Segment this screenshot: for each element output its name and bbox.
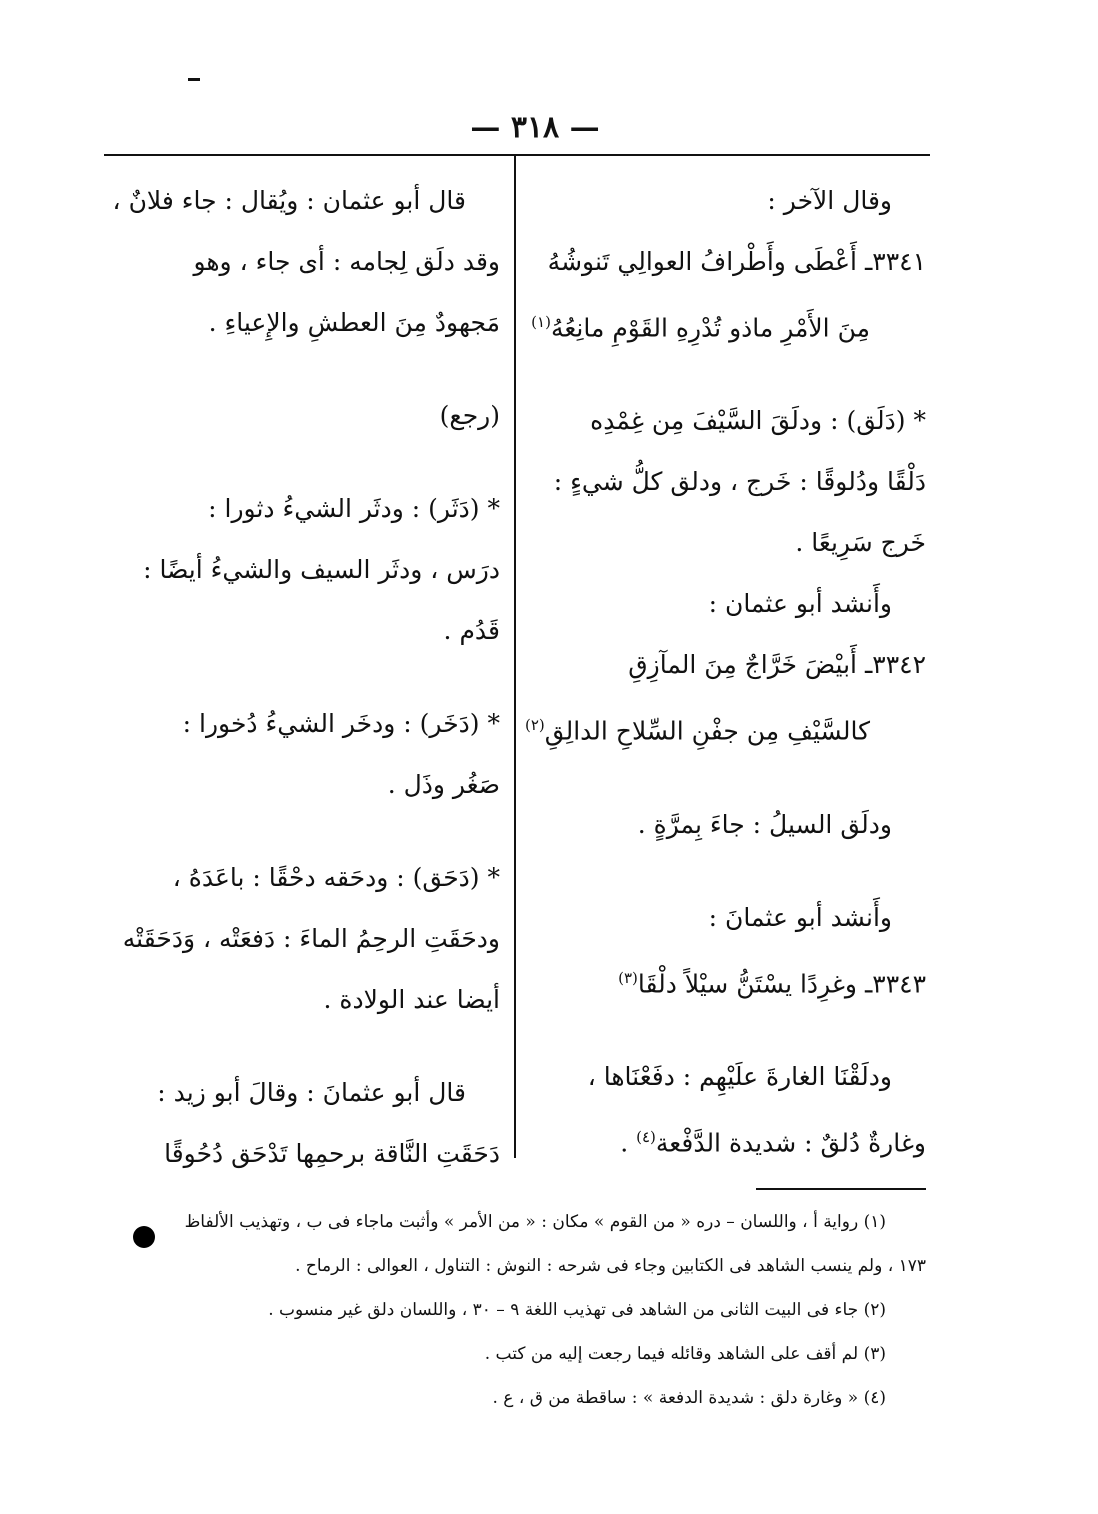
text-line	[100, 754, 500, 815]
text-line	[536, 887, 926, 948]
text-line	[536, 573, 926, 634]
text-line	[536, 1107, 926, 1173]
line-text: قال أبو عثمان : ويُقال : جاء فلانٌ ،	[112, 186, 466, 215]
line-text: * (دَثَر) : ودثَر الشيءُ دثورا :	[208, 494, 500, 523]
paragraph-gap	[100, 815, 500, 847]
text-line	[531, 292, 926, 358]
paragraph-gap	[100, 661, 500, 693]
paragraph-gap	[100, 1030, 500, 1062]
text-line	[100, 1123, 500, 1184]
line-text: أيضا عند الولادة .	[323, 985, 500, 1014]
paragraph-gap	[536, 1014, 926, 1046]
line-text: قَدُم .	[443, 616, 500, 645]
line-text: ودلَق السيلُ : جاءَ بِمرَّةٍ .	[637, 809, 892, 839]
column-divider	[514, 156, 516, 1158]
line-text: قال أبو عثمانَ : وقالَ أبو زيد :	[157, 1078, 466, 1107]
text-line	[536, 390, 926, 451]
line-text: * (دَخَر) : ودخَر الشيءُ دُخورا :	[182, 709, 500, 738]
text-line	[100, 693, 500, 754]
line-text: ودحَقَتِ الرحِمُ الماءَ : دَفعَتْه ، وَدَحَقَتْه	[122, 924, 500, 953]
text-line	[100, 170, 500, 231]
text-line	[536, 794, 926, 855]
paragraph-gap	[536, 855, 926, 887]
line-text: دَحَقَتِ النَّاقة برحمِها تَدْحَق دُحُوقًا	[164, 1139, 500, 1168]
line-text: مَجهودٌ مِنَ العطشِ والإِعياءِ .	[208, 308, 500, 337]
paragraph-gap	[536, 358, 926, 390]
line-text: * (دَلَق) : ودلَقَ السَّيْفَ مِن غِمْدِه	[590, 406, 926, 436]
line-text: درَس ، ودثَر السيف والشيءُ أيضًا :	[143, 555, 500, 584]
text-line	[100, 478, 500, 539]
line-text: وغارةٌ دُلقٌ : شديدة الدَّفْعة	[655, 1128, 926, 1158]
footnotes	[100, 1200, 926, 1420]
line-text: ٣٣٤٢ـ أَبيْضَ خَرَّاجٌ مِنَ المآزِقِ	[628, 650, 926, 680]
text-line	[100, 539, 500, 600]
page-number: — ٣١٨ —	[470, 110, 600, 145]
footnote-line: (٤) « وغارة دلق : شديدة الدفعة » : ساقطة من ق ، ع .	[492, 1388, 886, 1408]
paragraph-gap	[100, 353, 500, 385]
footnote-marker: (١)	[531, 313, 551, 331]
text-line	[536, 1046, 926, 1107]
text-line	[524, 695, 926, 761]
line-text: ٣٣٤٣ـ وغرِدًا يسْتَنُّ سيْلاً دلْقَا	[637, 968, 926, 998]
line-text: خَرج سَرِيعًا .	[795, 528, 926, 558]
footnote-marker: (٤)	[636, 1127, 656, 1146]
text-line	[100, 969, 500, 1030]
line-text: * (دَحَق) : ودحَقه دحْقًا : باعَدَهُ ،	[172, 863, 500, 892]
line-text: وأَنشد أبو عثمان :	[708, 589, 892, 619]
footnote-line: (٢) جاء فى البيت الثانى من الشاهد فى تهذيب اللغة ٩ – ٣٠ ، واللسان دلق غير منسوب .	[268, 1300, 886, 1320]
line-text: ٣٣٤١ـ أَعْطَى وأَطْرافُ العوالِي تَنوشُهُ	[547, 247, 926, 276]
line-text: وأَنشد أبو عثمانَ :	[708, 902, 892, 932]
paragraph-gap	[100, 446, 500, 478]
line-text: ودلَقْنَا الغارةَ علَيْهِم : دفَعْنَاها ،	[587, 1061, 892, 1091]
text-line	[100, 600, 500, 661]
footnote-line: (١) رواية أ ، واللسان – دره « من القوم » مكان : « من الأمر » وأثبت ماجاء فى ب ، وتهذيب الألفاظ	[184, 1212, 886, 1232]
line-text: وقال الآخر :	[767, 186, 892, 215]
footnote-line: ١٧٣ ، ولم ينسب الشاهد فى الكتابين وجاء فى شرحه : النوش : التناول ، العوالى : الرماح .	[295, 1256, 926, 1276]
header-rule	[104, 154, 930, 156]
text-line	[100, 847, 500, 908]
footnote-marker: (٢)	[524, 716, 545, 735]
line-text: (رجع)	[439, 401, 500, 430]
text-line	[100, 908, 500, 969]
footnote-rule	[756, 1188, 926, 1190]
text-line	[536, 512, 926, 573]
line-text: كالسَّيْفِ مِن جفْنِ السِّلاحِ الدالِقِ	[544, 716, 870, 746]
right-column	[524, 170, 926, 1160]
text-line	[536, 634, 926, 695]
paragraph-gap	[536, 762, 926, 794]
text-line	[536, 231, 926, 292]
ink-blot-mark	[133, 1226, 155, 1248]
line-tail: .	[620, 1128, 637, 1158]
text-line	[100, 292, 500, 353]
line-text: دَلْقًا ودُلوقًا : خَرج ، ودلق كلُّ شيءٍ :	[553, 467, 926, 497]
line-text: وقد دلَق لِجامه : أى جاء ، وهو	[193, 247, 500, 276]
stray-mark	[188, 78, 200, 81]
text-line	[100, 231, 500, 292]
text-line	[536, 170, 926, 231]
text-line	[536, 451, 926, 512]
footnote-marker: (٣)	[618, 968, 638, 987]
left-column	[100, 170, 500, 1168]
text-line	[100, 385, 500, 446]
footnote-line: (٣) لم أقف على الشاهد وقائله فيما رجعت إليه من كتب .	[484, 1344, 886, 1364]
text-line	[100, 1062, 500, 1123]
text-line	[536, 948, 926, 1014]
line-text: مِنَ الأَمْرِ ماذو تُدْرِهِ القَوْمِ مانِعُهُ	[550, 313, 870, 343]
line-text: صَغُر وذَل .	[387, 770, 500, 799]
